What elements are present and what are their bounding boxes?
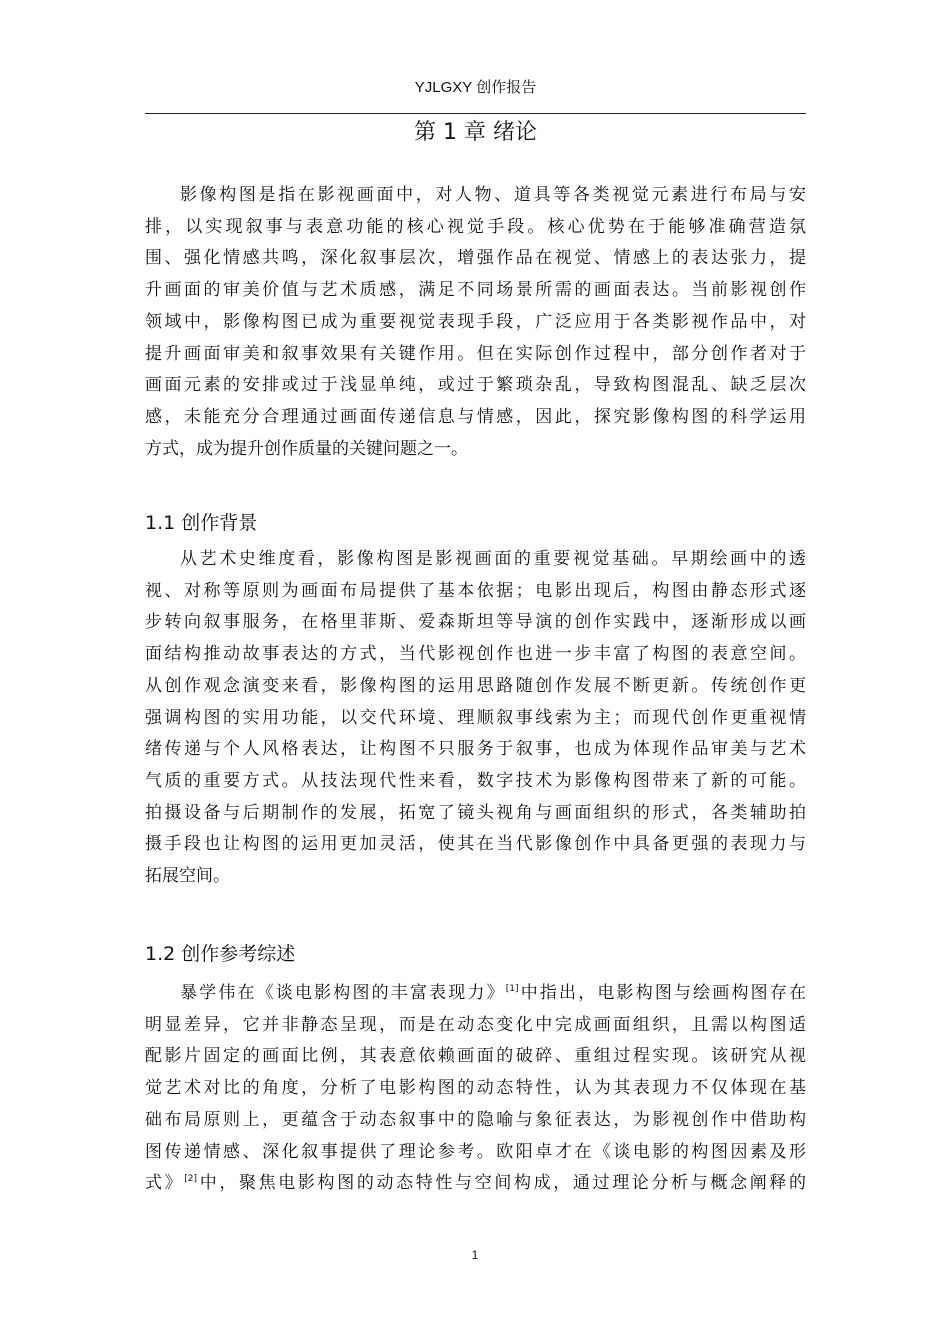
paragraph-line: 升画面的审美价值与艺术质感，满足不同场景所需的画面表达。当前影视创作 <box>145 280 806 301</box>
paragraph-line: 提升画面审美和叙事效果有关键作用。但在实际创作过程中，部分创作者对于 <box>145 343 806 364</box>
paragraph-line: 感，未能充分合理通过画面传递信息与情感，因此，探究影像构图的科学运用 <box>145 406 806 427</box>
section-heading-1-1: 1.1 创作背景 <box>145 512 258 534</box>
paragraph-line: 拓展空间。 <box>145 866 230 887</box>
paragraph-line: 配影片固定的画面比例，其表意依赖画面的破碎、重组过程实现。该研究从视 <box>145 1046 806 1067</box>
section-1-2-paragraph <box>145 978 806 1200</box>
running-header: YJLGXY 创作报告 <box>414 79 537 96</box>
paragraph-line: 明显差异，它并非静态呈现，而是在动态变化中完成画面组织，且需以构图适 <box>145 1014 806 1035</box>
paragraph-line: 面结构推动故事表达的方式，当代影视创作也进一步丰富了构图的表意空间。 <box>145 644 806 665</box>
paragraph-line: 础布局原则上，更蕴含于动态叙事中的隐喻与象征表达，为影视创作中借助构 <box>145 1109 806 1130</box>
paragraph-line: 视、对称等原则为画面布局提供了基本依据；电影出现后，构图由静态形式逐 <box>145 580 806 601</box>
paragraph-line: 图传递情感、深化叙事提供了理论参考。欧阳卓才在《谈电影的构图因素及形 <box>145 1141 806 1162</box>
paragraph-line: 摄手段也让构图的运用更加灵活，使其在当代影像创作中具备更强的表现力与 <box>145 834 806 855</box>
paragraph-line: 强调构图的实用功能，以交代环境、理顺叙事线索为主；而现代创作更重视情 <box>145 707 806 728</box>
paragraph-line: 围、强化情感共鸣，深化叙事层次，增强作品在视觉、情感上的表达张力，提 <box>145 248 806 269</box>
paragraph-line: 觉艺术对比的角度，分析了电影构图的动态特性，认为其表现力不仅体现在基 <box>145 1078 806 1099</box>
paragraph-line: 排，以实现叙事与表意功能的核心视觉手段。核心优势在于能够准确营造氛 <box>145 216 806 237</box>
paragraph-line: 方式，成为提升创作质量的关键问题之一。 <box>145 438 468 459</box>
paragraph-line: 拍摄设备与后期制作的发展，拓宽了镜头视角与画面组织的形式，各类辅助拍 <box>145 802 806 823</box>
chapter-title: 第 1 章 绪论 <box>414 120 537 145</box>
citation-marker[interactable]: [2] <box>184 1174 198 1185</box>
paragraph-line: 暴学伟在《谈电影构图的丰富表现力》[1]中指出，电影构图与绘画构图存在 <box>180 983 807 1003</box>
header-rule <box>145 113 806 114</box>
paragraph-line: 从艺术史维度看，影像构图是影视画面的重要视觉基础。早期绘画中的透 <box>180 549 806 569</box>
paragraph-line: 式》[2]中，聚焦电影构图的动态特性与空间构成，通过理论分析与概念阐释的 <box>145 1173 807 1194</box>
section-heading-1-2: 1.2 创作参考综述 <box>145 943 296 965</box>
paragraph-line: 绪传递与个人风格表达，让构图不只服务于叙事，也成为体现作品审美与艺术 <box>145 739 806 760</box>
paragraph-line: 影像构图是指在影视画面中，对人物、道具等各类视觉元素进行布局与安 <box>180 185 806 205</box>
citation-marker[interactable]: [1] <box>505 984 519 994</box>
intro-paragraph <box>145 180 806 465</box>
section-1-1-paragraph <box>145 544 806 893</box>
paragraph-line: 画面元素的安排或过于浅显单纯，或过于繁琐杂乱，导致构图混乱、缺乏层次 <box>145 375 806 396</box>
paragraph-line: 领域中，影像构图已成为重要视觉表现手段，广泛应用于各类影视作品中，对 <box>145 311 806 332</box>
page-number: 1 <box>471 1248 479 1262</box>
paragraph-line: 从创作观念演变来看，影像构图的运用思路随创作发展不断更新。传统创作更 <box>145 675 806 696</box>
paragraph-line: 步转向叙事服务，在格里菲斯、爱森斯坦等导演的创作实践中，逐渐形成以画 <box>145 612 806 633</box>
paragraph-line: 气质的重要方式。从技法现代性来看，数字技术为影像构图带来了新的可能。 <box>145 770 806 791</box>
